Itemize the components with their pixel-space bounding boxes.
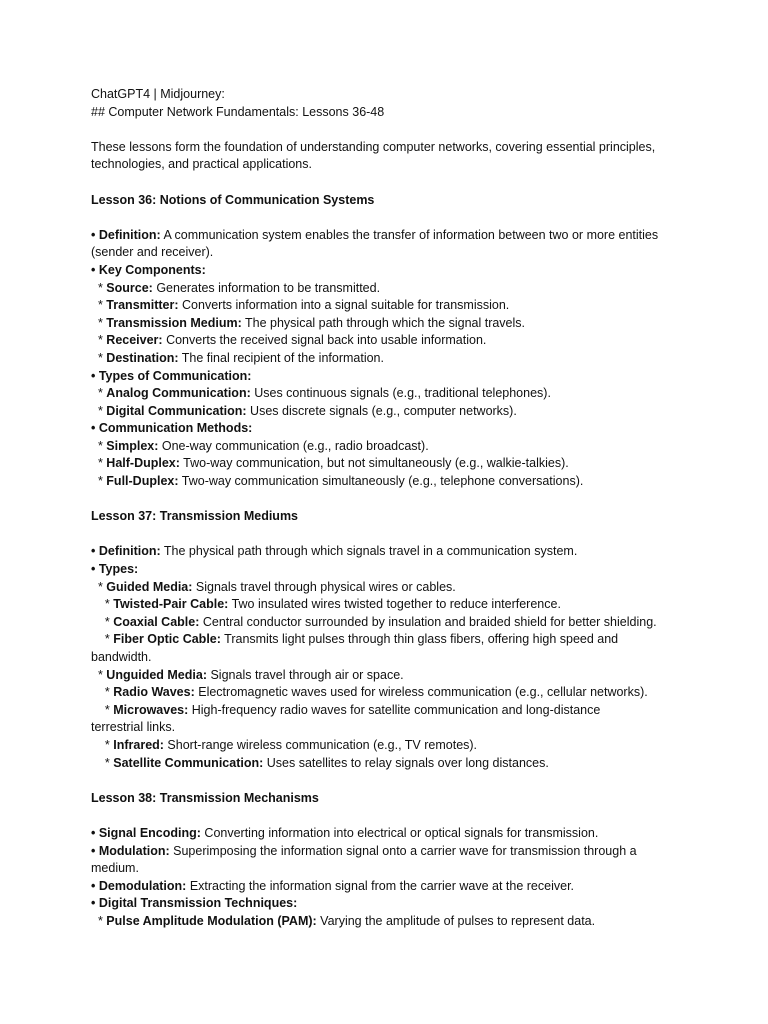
lesson-37-definition: • Definition: The physical path through which signals travel in a communication system. xyxy=(91,544,578,559)
list-item: * Coaxial Cable: Central conductor surrounded by insulation and braided shield for better shielding. xyxy=(104,614,657,629)
lesson-36-title: Lesson 36: Notions of Communication Systems xyxy=(91,192,375,207)
lesson-37-title: Lesson 37: Transmission Mediums xyxy=(91,509,299,524)
header-line-1: ChatGPT4 | Midjourney: xyxy=(91,87,225,101)
list-item: * Transmission Medium: The physical path through which the signal travels. xyxy=(97,315,526,330)
list-item: * Half-Duplex: Two-way communication, but not simultaneously (e.g., walkie-talkies). xyxy=(97,456,569,471)
list-item: * Receiver: Converts the received signal back into usable information. xyxy=(97,333,487,348)
lesson-38-title: Lesson 38: Transmission Mechanisms xyxy=(91,790,319,805)
header-line-2: ## Computer Network Fundamentals: Lessons 36-48 xyxy=(91,104,385,119)
list-item-continuation: medium. xyxy=(91,861,139,876)
list-item: • Demodulation: Extracting the information signal from the carrier wave at the receiver. xyxy=(91,878,575,893)
list-item: * Radio Waves: Electromagnetic waves used for wireless communication (e.g., cellular networks). xyxy=(104,685,648,700)
list-item: * Satellite Communication: Uses satellites to relay signals over long distances. xyxy=(104,755,549,770)
list-item: * Twisted-Pair Cable: Two insulated wires twisted together to reduce interference. xyxy=(104,597,561,612)
list-item: • Modulation: Superimposing the information signal onto a carrier wave for transmission through a xyxy=(91,843,637,858)
list-item: * Infrared: Short-range wireless communication (e.g., TV remotes). xyxy=(104,737,478,752)
list-item: * Simplex: One-way communication (e.g., radio broadcast). xyxy=(97,438,429,453)
list-item-continuation: bandwidth. xyxy=(91,650,152,664)
list-item-continuation: terrestrial links. xyxy=(91,720,176,735)
list-item: * Pulse Amplitude Modulation (PAM): Varying the amplitude of pulses to represent data. xyxy=(97,913,596,928)
lesson-36-definition: • Definition: A communication system enables the transfer of information between two or more entities (sender and receiver). xyxy=(91,227,659,260)
list-item: * Destination: The final recipient of the information. xyxy=(97,350,384,365)
list-item: * Analog Communication: Uses continuous signals (e.g., traditional telephones). xyxy=(97,386,551,401)
document-body xyxy=(91,86,691,931)
list-item: * Digital Communication: Uses discrete signals (e.g., computer networks). xyxy=(97,403,517,418)
lesson-37-types-heading: • Types: xyxy=(91,562,139,577)
list-item: * Microwaves: High-frequency radio waves for satellite communication and long-distance xyxy=(104,702,601,717)
list-item: * Transmitter: Converts information into a signal suitable for transmission. xyxy=(97,298,510,313)
list-item: * Source: Generates information to be transmitted. xyxy=(97,280,381,295)
lesson-36-methods-heading: • Communication Methods: xyxy=(91,421,253,436)
list-item-guided-media: * Guided Media: Signals travel through physical wires or cables. xyxy=(97,579,456,594)
list-item: * Fiber Optic Cable: Transmits light pulses through thin glass fibers, offering high speed and xyxy=(104,632,619,647)
lesson-36-types-heading: • Types of Communication: xyxy=(91,368,252,383)
lesson-36-key-components-heading: • Key Components: xyxy=(91,262,206,277)
list-item: * Full-Duplex: Two-way communication simultaneously (e.g., telephone conversations). xyxy=(97,474,584,489)
intro-paragraph: These lessons form the foundation of understanding computer networks, covering essential principles, technologies, and practical applications. xyxy=(91,139,656,172)
list-item-unguided-media: * Unguided Media: Signals travel through air or space. xyxy=(97,667,404,682)
lesson-38-digital-heading: • Digital Transmission Techniques: xyxy=(91,896,298,911)
list-item: • Signal Encoding: Converting information into electrical or optical signals for transmission. xyxy=(91,825,599,840)
